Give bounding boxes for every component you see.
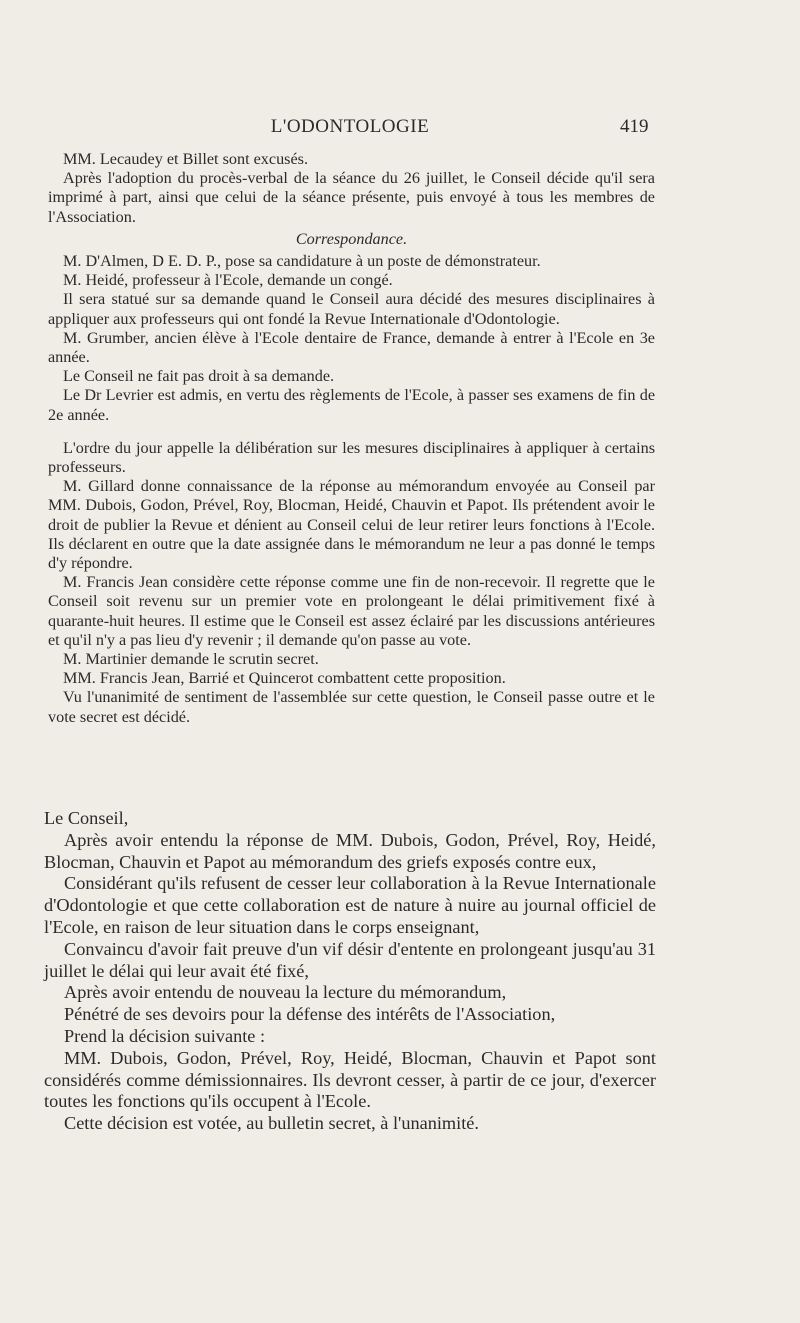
paragraph: Le Conseil ne fait pas droit à sa demande. [63, 367, 335, 386]
resolution-clause: Après avoir entendu la réponse de MM. Dubois, Godon, Prével, Roy, Heidé, Blocman, Chauvin et Papot au mémorandum des griefs exposés contre eux, [44, 829, 656, 872]
paragraph: Après l'adoption du procès-verbal de la séance du 26 juillet, le Conseil décide qu'il sera imprimé à part, ainsi que celui de la séance présente, puis envoyé à tous les membres de l'Association. [48, 169, 655, 226]
resolution-text [44, 808, 656, 1135]
resolution-clause: Après avoir entendu de nouveau la lecture du mémorandum, [64, 982, 507, 1003]
paragraph: Vu l'unanimité de sentiment de l'assemblée sur cette question, le Conseil passe outre et le vote secret est décidé. [48, 688, 655, 726]
minutes-text [48, 150, 655, 727]
paragraph: Il sera statué sur sa demande quand le Conseil aura décidé des mesures disciplinaires à appliquer aux professeurs qui ont fondé la Revue Internationale d'Odontologie. [48, 290, 655, 328]
resolution-clause: Prend la décision suivante : [64, 1025, 266, 1046]
running-title: L'ODONTOLOGIE [270, 116, 430, 137]
paragraph: MM. Francis Jean, Barrié et Quincerot combattent cette proposition. [63, 669, 506, 688]
resolution-decision: MM. Dubois, Godon, Prével, Roy, Heidé, Blocman, Chauvin et Papot sont considérés comme démissionnaires. Ils devront cesser, à partir de ce jour, d'exercer toutes les fonctions qu'ils occupent à l'Ecole. [44, 1047, 656, 1112]
resolution-vote: Cette décision est votée, au bulletin secret, à l'unanimité. [64, 1113, 479, 1134]
page-number: 419 [620, 116, 649, 137]
paragraph: M. Heidé, professeur à l'Ecole, demande un congé. [63, 271, 393, 290]
resolution-opening: Le Conseil, [44, 808, 129, 828]
paragraph: M. Gillard donne connaissance de la réponse au mémorandum envoyée au Conseil par MM. Dubois, Godon, Prével, Roy, Blocman, Heidé, Chauvin et Papot. Ils prétendent avoir le droit de publier la Revue et dénient au Conseil celui de leur retirer leurs fonctions à l'Ecole. Ils déclarent en outre que la date assignée dans le mémorandum ne leur a pas donné le temps d'y répondre. [48, 477, 655, 573]
resolution-clause: Pénétré de ses devoirs pour la défense des intérêts de l'Association, [64, 1004, 556, 1025]
page-header [0, 116, 800, 140]
paragraph: M. D'Almen, D E. D. P., pose sa candidature à un poste de démonstrateur. [63, 252, 541, 271]
paragraph: MM. Lecaudey et Billet sont excusés. [63, 150, 309, 168]
resolution-clause: Convaincu d'avoir fait preuve d'un vif désir d'entente en prolongeant jusqu'au 31 juillet le délai qui leur avait été fixé, [44, 938, 656, 981]
paragraph: M. Grumber, ancien élève à l'Ecole dentaire de France, demande à entrer à l'Ecole en 3e année. [48, 328, 655, 367]
paragraph: M. Francis Jean considère cette réponse comme une fin de non-recevoir. Il regrette que le Conseil soit revenu sur un premier vote en prolongeant le délai primitivement fixé à quarante-huit heures. Il estime que le Conseil est assez éclairé par les discussions antérieures et qu'il n'y a pas lieu d'y revenir ; il demande qu'on passe au vote. [48, 573, 655, 649]
section-heading: Correspondance. [295, 229, 408, 248]
paragraph: M. Martinier demande le scrutin secret. [63, 650, 319, 669]
resolution-clause: Considérant qu'ils refusent de cesser leur collaboration à la Revue Internationale d'Odontologie et que cette collaboration est de nature à nuire au journal officiel de l'Ecole, en raison de leur situation dans le corps enseignant, [44, 873, 656, 937]
paragraph: Le Dr Levrier est admis, en vertu des règlements de l'Ecole, à passer ses examens de fin de 2e année. [48, 386, 655, 424]
paragraph: L'ordre du jour appelle la délibération sur les mesures disciplinaires à appliquer à certains professeurs. [48, 438, 655, 477]
